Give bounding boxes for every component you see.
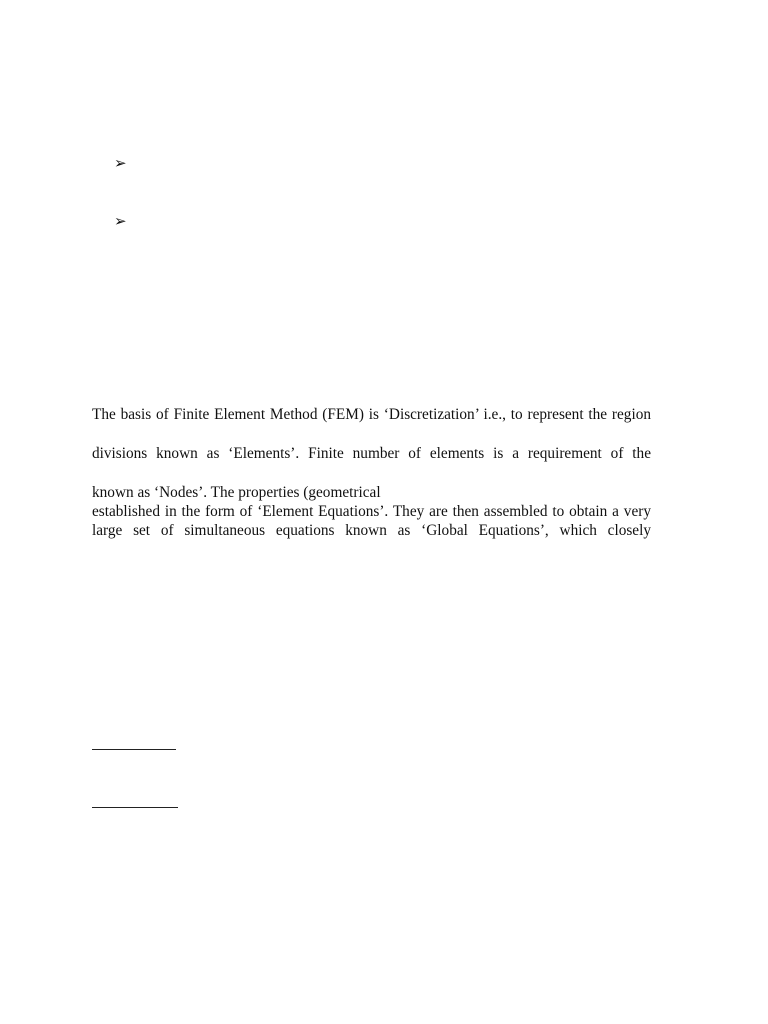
bullet-arrow-icon: ➢ bbox=[114, 156, 127, 172]
footnote-separator-rule bbox=[92, 749, 176, 750]
paragraph-line: established in the form of ‘Element Equations’. They are then assembled to obtain a very bbox=[92, 503, 651, 520]
paragraph-line: divisions known as ‘Elements’. Finite number of elements is a requirement of the bbox=[92, 445, 651, 462]
paragraph-line: large set of simultaneous equations known as ‘Global Equations’, which closely bbox=[92, 522, 651, 539]
paragraph-line: The basis of Finite Element Method (FEM) is ‘Discretization’ i.e., to represent the region bbox=[92, 406, 651, 423]
paragraph-line: known as ‘Nodes’. The properties (geometrical bbox=[92, 484, 381, 501]
bullet-arrow-icon: ➢ bbox=[114, 214, 127, 230]
footnote-separator-rule bbox=[92, 807, 178, 808]
